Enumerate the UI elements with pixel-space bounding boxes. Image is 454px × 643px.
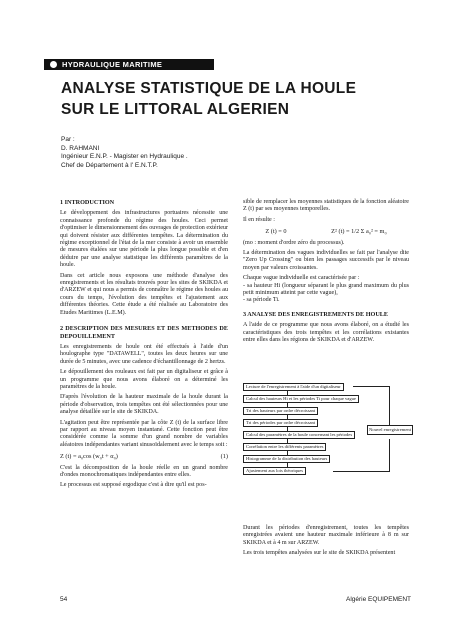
paragraph: sible de remplacer les moyennes statistiques de la fonction aléatoire Z (t) par ses moyennes temporelles.	[243, 199, 409, 213]
equation-number: (1)	[220, 453, 228, 461]
title-line-1: ANALYSE STATISTIQUE DE LA HOULE	[61, 80, 357, 97]
loop-line	[333, 471, 390, 472]
author-par: Par :	[61, 136, 75, 143]
title-line-2: SUR LE LITTORAL ALGERIEN	[61, 101, 290, 118]
paragraph: C'est la décomposition de la houle réelle en un grand nombre d'ondes monochromatiques indépendantes entre elles.	[60, 464, 228, 478]
section-banner	[44, 59, 214, 70]
paragraph: Dans cet article nous exposons une méthode d'analyse des enregistrements et les résultats trouvés pour les sites de SKIKDA et d'ARZEW et qui nous a permis de connaître le régime des houles au cours du temps, l'évolution des tempêtes et l'ajustement aux différentes théories. Cette étude a été réalisée au Laboratoire des Etudes Maritimes (L.E.M).	[60, 272, 228, 316]
flow-step-7: Histogramme de la distribution des hauteurs	[243, 455, 330, 463]
paragraph: Les trois tempêtes analysées sur le site de SKIKDA présentent	[243, 550, 396, 557]
heading-description: 2 DESCRIPTION DES MESURES ET DES METHODES DE DEPOUILLEMENT	[60, 325, 228, 340]
flow-step-2: Calcul des hauteurs Hi et les périodes Ti pour chaque vague	[243, 395, 359, 403]
paragraph: Le processus est supposé ergodique c'est à dire qu'il est pos-	[60, 482, 207, 489]
paragraph: Chaque vague individuelle est caractérisée par :	[243, 275, 360, 282]
paragraph: Le développement des infrastructures portuaires nécessite une connaissance profonde du régime des houles. Ceci permet d'optimiser le dimensionnement des ouvrages de protection extérieur qui doivent résister aux différentes tempêtes. La détermination du régime exceptionnel de l'état de la mer consiste à avoir un ensemble de mesures étalées sur une période la plus longue possible et d'en déduire par une analyse statistique les différents paramètres de la houle.	[60, 210, 228, 269]
page-number: 54	[60, 596, 68, 603]
paragraph: A l'aide de ce programme que nous avons élaboré, on a étudié les caractéristiques des trois tempêtes et les corrélations existantes entre elles dans les régions de SKIKDA et d'ARZEW.	[243, 322, 409, 344]
heading-introduction: 1 INTRODUCTION	[60, 199, 115, 206]
article-title	[61, 78, 421, 120]
flowchart	[243, 383, 411, 493]
journal-name: Algérie EQUIPEMENT	[346, 596, 412, 603]
paragraph: Les enregistrements de houle ont été effectués à l'aide d'un houlographe type "DATAWELL", toutes les deux heures sur une durée de 5 minutes, avec une cadence d'échantillonnage de 2 hertzs.	[60, 343, 228, 365]
author-line-1: Ingénieur E.N.P. - Magister en Hydraulique .	[61, 153, 188, 160]
flow-step-6: Corrélation entre les différents paramètres	[243, 443, 326, 451]
flow-step-4: Tri des périodes par ordre décroissant	[243, 419, 318, 427]
paragraph: Durant les périodes d'enregistrement, toutes les tempêtes enregistrées avaient une hauteur maximale inférieure à 8 m sur SKIKDA et à 4 m sur ARZEW.	[243, 525, 409, 546]
paragraph: L'agitation peut être représentée par la côte Z (t) de la surface libre par rapport au niveau moyen instantané. Cette fonction peut être considérée comme la somme d'un grand nombre de variables aléatoires indépendantes variant sinusoïdalement avec le temps soit :	[60, 419, 228, 448]
flow-step-3: Tri des hauteurs par ordre décroissant	[243, 407, 318, 415]
right-column-bottom	[243, 525, 409, 561]
equation-2	[243, 228, 409, 235]
equation-text: Z (t) = a₀cos (w₀t + α₀)	[60, 453, 118, 461]
author-name: D. RAHMANI	[61, 144, 100, 152]
author-block	[61, 136, 188, 170]
paragraph: (mo : moment d'ordre zéro du processus).	[243, 239, 345, 246]
equation-variance: Z² (t) = 1/2 Σ a₀² = m₀	[331, 228, 387, 236]
paragraph: - sa période Ti.	[243, 297, 280, 304]
author-line-2: Chef de Département à l' E.N.T.P.	[61, 161, 158, 169]
flow-step-5: Calcul des paramètres de la houle concernant les périodes	[243, 431, 355, 439]
loop-line	[389, 386, 390, 425]
paragraph: Le dépouillement des rouleaux est fait par un digitaliseur et grâce à un programme que nous avons élaboré on a déterminé les paramètres de la houle.	[60, 369, 228, 390]
bullet-icon	[50, 61, 57, 68]
equation-mean: Z (t) = 0	[265, 228, 287, 236]
loop-line	[353, 386, 389, 387]
banner-label: HYDRAULIQUE MARITIME	[62, 60, 163, 69]
heading-analyse: 3 ANALYSE DES ENREGISTREMENTS DE HOULE	[243, 310, 389, 318]
flow-new-record: Nouvel enregistrement	[367, 425, 413, 435]
paragraph: D'après l'évolution de la hauteur maximale de la houle durant la période d'observation, trois tempêtes ont été sélectionnées pour une analyse détaillée sur le site de SKIKDA.	[60, 394, 228, 416]
equation-1	[60, 453, 228, 460]
paragraph: Il en résulte :	[243, 216, 275, 223]
left-column	[60, 199, 228, 493]
flow-step-8: Ajustement aux lois théoriques	[243, 467, 306, 475]
paragraph: - sa hauteur Hi (longueur séparant le plus grand maximum du plus petit minimum atteint par cette vague),	[243, 282, 409, 297]
paragraph: La détermination des vagues individuelles se fait par l'analyse dite "Zero Up Crossing" ou bien les passages successifs par le niveau moyen par valeurs croissantes.	[243, 250, 409, 271]
loop-line	[389, 439, 390, 471]
right-column-top	[243, 199, 409, 348]
flow-step-1: Lecture de l'enregistrement à l'aide d'un digitaliseur	[243, 383, 344, 391]
